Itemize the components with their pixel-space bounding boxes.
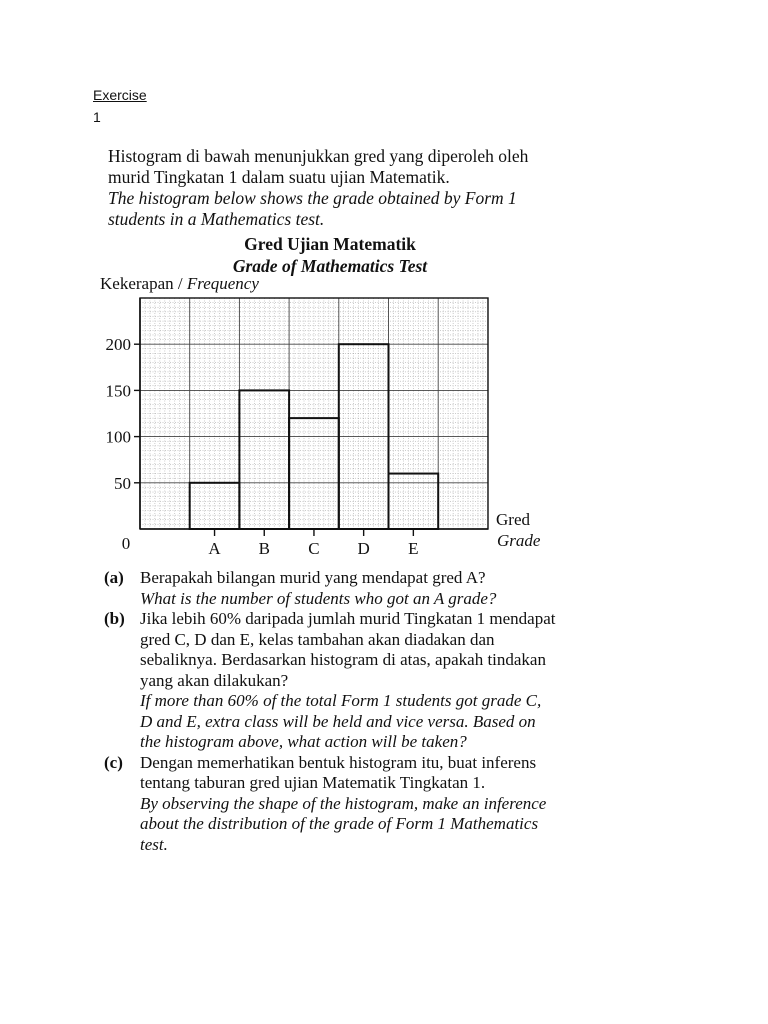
x-axis-title-english: Grade (497, 531, 541, 550)
question-b-malay: Jika lebih 60% daripada jumlah murid Tingkatan 1 mendapat gred C, D dan E, kelas tambahan akan diadakan dan sebaliknya. Berdasarkan histogram di atas, apakah tindakan yang akan dilakukan? (140, 609, 556, 690)
question-c-english: By observing the shape of the histogram, make an inference about the distribution of the grade of Form 1 Mathematics test. (140, 793, 547, 854)
question-c-label: (c) (104, 752, 123, 772)
exercise-number: 1 (93, 109, 101, 125)
axes (134, 298, 488, 536)
question-b-label: (b) (104, 609, 125, 628)
origin-label: 0 (121, 534, 131, 553)
x-tick-label: D (357, 539, 370, 558)
y-axis-title-english: Frequency (186, 274, 259, 293)
question-a-label: (a) (104, 568, 124, 587)
y-tick-label: 150 (105, 381, 131, 401)
x-axis-title-malay: Gred (496, 510, 530, 529)
y-tick-label: 200 (105, 335, 131, 355)
chart-title: Gred Ujian Matematik (244, 234, 416, 254)
x-tick-label: E (408, 539, 419, 558)
question-a-malay: Berapakah bilangan murid yang mendapat gred A? (140, 568, 486, 587)
question-b-english: If more than 60% of the total Form 1 students got grade C, D and E, extra class will be held and vice versa. Based on the histogram above, what action will be taken? (140, 691, 542, 751)
question-a (104, 568, 556, 609)
y-tick-label: 100 (105, 427, 131, 447)
y-tick-label: 50 (114, 473, 131, 493)
chart-subtitle: Grade of Mathematics Test (232, 256, 428, 276)
minor-grid (140, 298, 488, 529)
x-tick-label: C (308, 539, 320, 558)
sub-questions (104, 568, 556, 855)
question-b (104, 609, 556, 753)
question-c-malay: Dengan memerhatikan bentuk histogram itu, buat inferens tentang taburan gred ujian Matematik Tingkatan 1. (140, 752, 537, 792)
x-tick-label: A (208, 539, 221, 558)
intro-malay: Histogram di bawah menunjukkan gred yang diperoleh oleh murid Tingkatan 1 dalam suatu ujian Matematik. (108, 146, 529, 187)
x-tick-label: B (258, 539, 270, 558)
exercise-heading: Exercise (93, 87, 147, 103)
question-c (104, 753, 556, 856)
question-a-english: What is the number of students who got an A grade? (140, 588, 497, 608)
intro-english: The histogram below shows the grade obtained by Form 1 students in a Mathematics test. (108, 188, 517, 229)
y-axis-title-malay: Kekerapan / (100, 274, 187, 293)
